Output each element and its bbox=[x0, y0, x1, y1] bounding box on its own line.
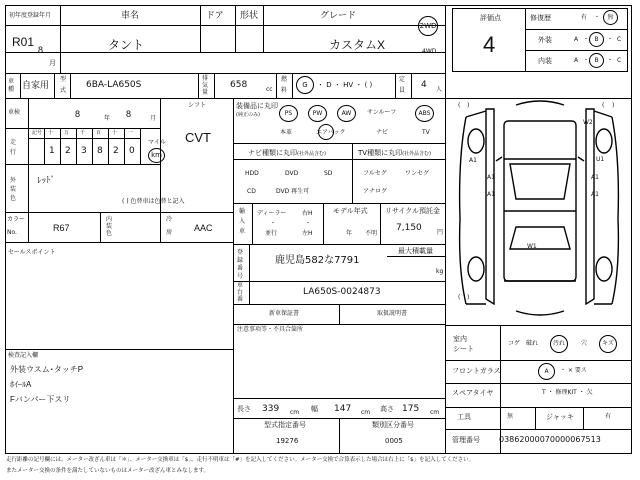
navi-dvd: DVD bbox=[285, 170, 299, 177]
opt-ps-circle: PS bbox=[279, 105, 298, 122]
car-name: タント bbox=[108, 38, 145, 52]
seat-ana: 穴 bbox=[581, 340, 588, 347]
seat-kizu-circle: キズ bbox=[599, 335, 617, 353]
mileage-place-label: 記号 bbox=[32, 130, 43, 136]
interior-label: 内 bbox=[106, 216, 113, 223]
shape-label: 形状 bbox=[240, 11, 259, 21]
reg-no: 鹿児島582な7791 bbox=[275, 255, 360, 266]
color-no: R67 bbox=[53, 223, 70, 233]
import-parallel: 並行 bbox=[265, 230, 278, 237]
inspector-note-3: Fバンパー下スリ bbox=[10, 395, 71, 404]
opt-sunroof: サンルーフ bbox=[367, 109, 397, 116]
length-value: 339 bbox=[262, 404, 280, 414]
grade-label: グレード bbox=[320, 11, 357, 21]
car-name-label: 車名 bbox=[121, 11, 140, 21]
manual-label: 取扱説明書 bbox=[377, 310, 408, 317]
mileage-place-label: 一 bbox=[128, 130, 134, 136]
tv-fullseg: フルセグ bbox=[363, 170, 387, 177]
first-reg-era: R01 bbox=[12, 35, 35, 49]
inspection-year-unit: 年 bbox=[104, 115, 111, 122]
mileage-place-label: 百 bbox=[96, 130, 102, 136]
aircon-value: AAC bbox=[194, 223, 213, 233]
spare-label: スペアタイヤ bbox=[452, 389, 494, 397]
opt-airbag: エアバック bbox=[316, 129, 346, 136]
mileage-digit: 3 bbox=[81, 146, 87, 156]
model-year-label: モデル年式 bbox=[333, 207, 368, 215]
navi-cd: CD bbox=[247, 188, 256, 195]
mileage-digit: 1 bbox=[49, 146, 55, 156]
inspection-month-unit: 月 bbox=[150, 115, 157, 122]
mileage-place-label: 十 bbox=[112, 130, 118, 136]
width-label: 幅 bbox=[311, 405, 318, 413]
capacity-unit: 人 bbox=[436, 86, 443, 93]
opt-pw-circle: PW bbox=[308, 105, 327, 122]
int-label: 内装 bbox=[538, 57, 552, 65]
class-no: 0005 bbox=[385, 437, 403, 445]
inspection-label: 車検 bbox=[8, 109, 21, 116]
model-value: 6BA-LA650S bbox=[86, 80, 142, 90]
tools-value: 無 bbox=[507, 413, 514, 420]
windshield-label: フロントガラス bbox=[452, 367, 501, 375]
jack-label: ジャッキ bbox=[546, 413, 574, 421]
navi-sd: SD bbox=[324, 170, 333, 177]
width-value: 147 bbox=[334, 404, 352, 414]
tv-analog: アナログ bbox=[363, 188, 388, 195]
max-load-label: 最大積載量 bbox=[398, 247, 433, 255]
navi-hdd: HDD bbox=[245, 170, 259, 177]
chassis-label: 車 bbox=[237, 282, 244, 289]
mileage-digit: 8 bbox=[97, 146, 103, 156]
mileage-digit: 2 bbox=[113, 146, 119, 156]
options-sub: (純正のみ) bbox=[236, 112, 260, 118]
handle-left: 左H bbox=[302, 230, 313, 237]
grade-value: カスタムX bbox=[329, 38, 386, 52]
length-label: 長さ bbox=[237, 405, 251, 413]
mileage-digit: 2 bbox=[65, 146, 71, 156]
dmg-a1-5: A1 bbox=[591, 191, 599, 198]
mgmt-no: 0386200007000006751​3 bbox=[499, 435, 601, 444]
mileage-place-label: 十 bbox=[48, 130, 54, 136]
mgmt-label: 管理番号 bbox=[452, 436, 480, 444]
mileage-mile: マイル bbox=[148, 139, 166, 146]
mileage-place-label: 千 bbox=[80, 130, 86, 136]
windshield-a-circle: A bbox=[538, 363, 555, 380]
use-value: 自家用 bbox=[22, 81, 50, 91]
recycle-unit: 円 bbox=[437, 229, 444, 236]
dmg-w1: W1 bbox=[527, 243, 537, 250]
opt-leather: 本革 bbox=[280, 129, 293, 136]
class-label: 類別区分番号 bbox=[372, 421, 414, 429]
seat-yogore-circle: 汚れ bbox=[550, 335, 568, 353]
displacement-label: 排 bbox=[202, 75, 209, 82]
windshield-rest: ・ × 要ス bbox=[560, 367, 587, 374]
mileage-digit: 0 bbox=[129, 146, 135, 156]
jack-value: 有 bbox=[605, 413, 612, 420]
color-no-label: カラー bbox=[7, 216, 26, 223]
recycle-amount: 7,150 bbox=[396, 223, 422, 233]
warranty-label: 新車保証書 bbox=[269, 310, 300, 317]
reg-no-label: 登 bbox=[237, 249, 244, 256]
dmg-u1: U1 bbox=[596, 156, 605, 163]
exterior-color: ﾚｯﾄﾞ bbox=[37, 175, 56, 185]
inspector-note-1: 外装ウスム･タッチP bbox=[10, 365, 84, 374]
repair-no-circle: 無 bbox=[603, 10, 618, 25]
footer-note-2: またメーター交換の条件を満たしていないものはメーター改ざん車とみなします。 bbox=[6, 468, 210, 474]
dmg-a1-1: A1 bbox=[469, 157, 477, 164]
diag-bracket-1: ( bbox=[458, 102, 461, 109]
height-label: 高さ bbox=[380, 405, 394, 413]
max-load-unit: kg bbox=[436, 268, 444, 275]
drive-2wd-circle: 2WD bbox=[418, 16, 438, 36]
dmg-a1-3: A1 bbox=[487, 191, 495, 198]
import-label: 輸 bbox=[239, 208, 246, 215]
dmg-a1-2: A1 bbox=[487, 174, 495, 181]
drive-4wd: 4WD bbox=[422, 48, 437, 55]
capacity-value: 4 bbox=[421, 80, 427, 90]
aircon-label: 冷 bbox=[166, 216, 173, 223]
seat-yabure: 破れ bbox=[526, 340, 539, 347]
opt-aw-circle: AW bbox=[337, 105, 356, 122]
inspector-notes-label: 検査記入欄 bbox=[8, 352, 39, 359]
import-dealer: ディーラー bbox=[257, 210, 287, 217]
opt-navi: ナビ bbox=[376, 129, 389, 136]
int-b-circle: B bbox=[589, 53, 604, 68]
model-year-year: 年 bbox=[346, 230, 353, 237]
ext-label: 外装 bbox=[538, 36, 552, 44]
type-cert: 19276 bbox=[276, 437, 299, 445]
displacement-unit: cc bbox=[266, 86, 273, 93]
seat-koge: コゲ bbox=[508, 340, 521, 347]
dmg-a1-4: A1 bbox=[591, 174, 599, 181]
repair-label: 修復歴 bbox=[530, 14, 551, 22]
shift-label: シフト bbox=[188, 102, 207, 109]
mileage-place-label: 万 bbox=[64, 130, 70, 136]
fuel-label: 燃 bbox=[281, 76, 288, 83]
type-cert-label: 型式指定番号 bbox=[264, 421, 306, 429]
repair-yes: 有 bbox=[581, 14, 588, 21]
inspector-note-2: ﾎｲｰﾙA bbox=[10, 380, 32, 389]
score-label: 評価点 bbox=[480, 14, 501, 22]
spare-value: T ・ 修理KIT ・ 欠 bbox=[542, 389, 593, 396]
car-damage-diagram bbox=[446, 99, 632, 325]
footer-note-1: 走行距離の記号欄には、メーター改ざん車は「＊」、メーター交換車は「$」、走行不明車は「#」を記入してください。メーター交換で合算表示した場合は右上に「$」を記入してください。 bbox=[6, 457, 475, 463]
shift-value: CVT bbox=[185, 130, 211, 145]
score-value: 4 bbox=[483, 32, 496, 57]
options-label: 装備品に丸印 bbox=[236, 102, 278, 110]
recycle-label: リサイクル預託金 bbox=[385, 207, 441, 215]
color-note: ( ) 色替車は色替と記入 bbox=[122, 198, 185, 205]
displacement-value: 658 bbox=[230, 80, 248, 90]
opt-abs-circle: ABS bbox=[415, 105, 434, 122]
tv-type-label: TV種類に丸印(社外品含む) bbox=[358, 149, 431, 157]
tv-oneseg: ワンセグ bbox=[405, 170, 430, 177]
chassis-no: LA650S-0024873 bbox=[303, 287, 381, 297]
opt-tv: TV bbox=[422, 129, 430, 136]
selling-points-label: セールスポイント bbox=[8, 249, 56, 256]
inspection-month: 8 bbox=[126, 109, 132, 119]
fuel-g-circle: G bbox=[296, 76, 314, 94]
mileage-label: 走 bbox=[10, 139, 17, 146]
exterior-label: 外 bbox=[10, 177, 17, 184]
opt-airbag-circle bbox=[318, 124, 334, 140]
door-label: ドア bbox=[206, 11, 224, 21]
first-reg-month: 8 bbox=[38, 45, 44, 55]
model-label: 型 bbox=[60, 76, 67, 83]
interior-seat-label: 室内 bbox=[453, 335, 467, 343]
ext-b-circle: B bbox=[589, 32, 604, 47]
navi-type-label: ナビ種類に丸印(社外品含む) bbox=[248, 149, 326, 157]
handle-right: 右H bbox=[302, 210, 313, 217]
first-reg-month-unit: 月 bbox=[49, 59, 56, 67]
navi-dvd-play: DVD 再生可 bbox=[276, 188, 310, 195]
tools-label: 工具 bbox=[457, 413, 471, 421]
capacity-label: 定 bbox=[399, 76, 406, 83]
attention-label: 注意事項等・不具合箇所 bbox=[237, 326, 304, 333]
model-year-unknown: 不明 bbox=[365, 230, 378, 237]
inspection-year: 8 bbox=[75, 109, 81, 119]
mileage-km-circle: km bbox=[148, 148, 165, 163]
fuel-rest: ・ D ・ HV ・ ( ) bbox=[317, 81, 373, 89]
height-value: 175 bbox=[402, 404, 420, 414]
dmg-w2: W2 bbox=[583, 119, 593, 126]
first-reg-label: 初年度登録年月 bbox=[9, 12, 52, 19]
use-label: 車 bbox=[8, 78, 15, 85]
